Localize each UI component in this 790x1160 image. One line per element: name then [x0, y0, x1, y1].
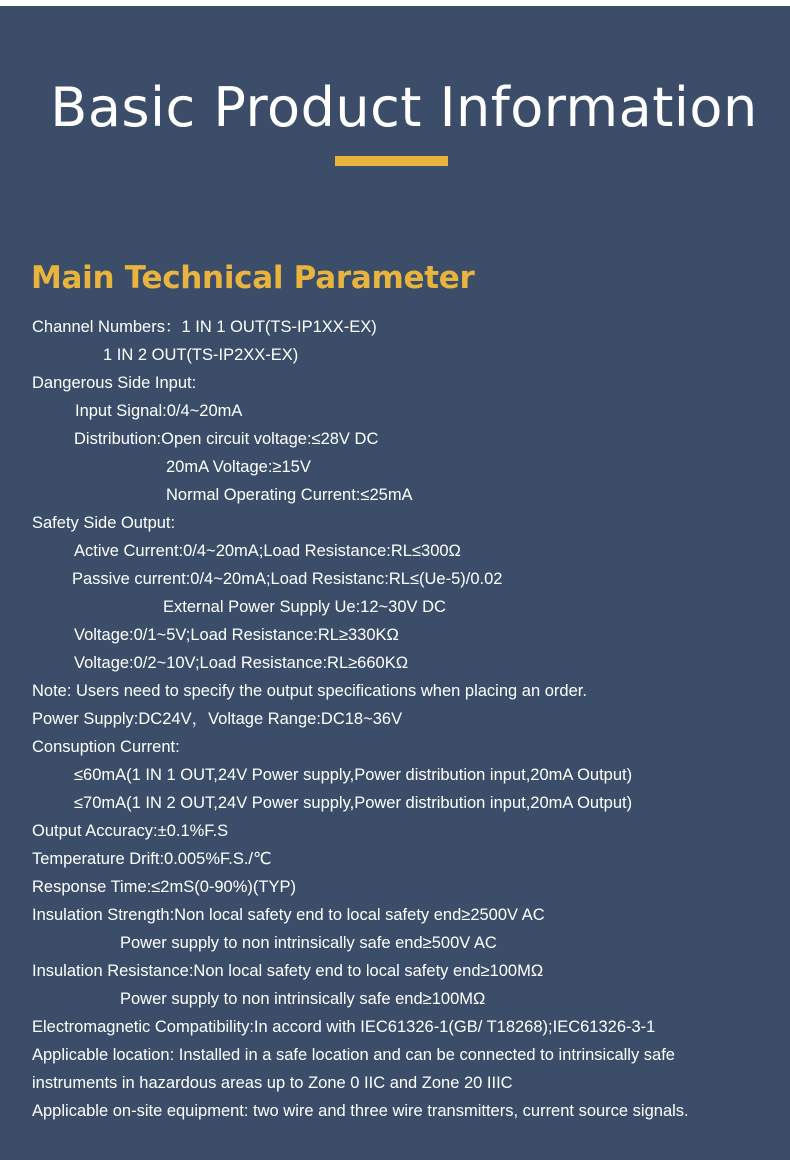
- param-note: Note: Users need to specify the output specifications when placing an order.: [32, 682, 587, 700]
- param-emc: Electromagnetic Compatibility:In accord with IEC61326-1(GB/ T18268);IEC61326-3-1: [32, 1018, 656, 1036]
- param-voltage-2-10v: Voltage:0/2~10V;Load Resistance:RL≥660KΩ: [74, 654, 409, 672]
- param-power-supply: Power Supply:DC24V，Voltage Range:DC18~36V: [32, 710, 403, 728]
- param-20ma-voltage: 20mA Voltage:≥15V: [166, 458, 311, 476]
- param-dangerous-side-input: Dangerous Side Input:: [32, 374, 197, 392]
- param-temperature-drift: Temperature Drift:0.005%F.S./℃: [32, 850, 272, 868]
- param-output-accuracy: Output Accuracy:±0.1%F.S: [32, 822, 229, 840]
- param-consumption-1in2out: ≤70mA(1 IN 2 OUT,24V Power supply,Power distribution input,20mA Output): [74, 794, 633, 812]
- page-title: Basic Product Information: [50, 76, 758, 139]
- parameter-list: [32, 313, 782, 1125]
- param-channel-numbers: Channel Numbers：1 IN 1 OUT(TS-IP1XX-EX): [32, 318, 377, 336]
- param-channel-numbers-2: 1 IN 2 OUT(TS-IP2XX-EX): [103, 346, 299, 364]
- param-distribution: Distribution:Open circuit voltage:≤28V DC: [74, 430, 379, 448]
- info-panel: [0, 6, 790, 1160]
- param-consumption-1in1out: ≤60mA(1 IN 1 OUT,24V Power supply,Power distribution input,20mA Output): [74, 766, 633, 784]
- param-normal-operating-current: Normal Operating Current:≤25mA: [166, 486, 413, 504]
- param-consumption-current: Consuption Current:: [32, 738, 180, 756]
- param-insulation-resistance: Insulation Resistance:Non local safety end to local safety end≥100MΩ: [32, 962, 544, 980]
- param-voltage-1-5v: Voltage:0/1~5V;Load Resistance:RL≥330KΩ: [74, 626, 399, 644]
- param-external-power-supply: External Power Supply Ue:12~30V DC: [163, 598, 446, 616]
- param-insulation-resistance-2: Power supply to non intrinsically safe end≥100MΩ: [120, 990, 486, 1008]
- param-applicable-equipment: Applicable on-site equipment: two wire and three wire transmitters, current source signals.: [32, 1102, 689, 1120]
- param-safety-side-output: Safety Side Output:: [32, 514, 176, 532]
- param-insulation-strength-2: Power supply to non intrinsically safe end≥500V AC: [120, 934, 497, 952]
- param-applicable-location: Applicable location: Installed in a safe location and can be connected to intrinsically safe instruments in hazardous areas up to Zone 0 IIC and Zone 20 IIIC: [32, 1046, 675, 1092]
- param-input-signal: Input Signal:0/4~20mA: [75, 402, 243, 420]
- section-title: Main Technical Parameter: [31, 260, 475, 296]
- param-insulation-strength: Insulation Strength:Non local safety end to local safety end≥2500V AC: [32, 906, 545, 924]
- param-response-time: Response Time:≤2mS(0-90%)(TYP): [32, 878, 296, 896]
- param-active-current: Active Current:0/4~20mA;Load Resistance:RL≤300Ω: [74, 542, 461, 560]
- param-passive-current: Passive current:0/4~20mA;Load Resistanc:RL≤(Ue-5)/0.02: [72, 570, 503, 588]
- title-underline: [335, 156, 448, 166]
